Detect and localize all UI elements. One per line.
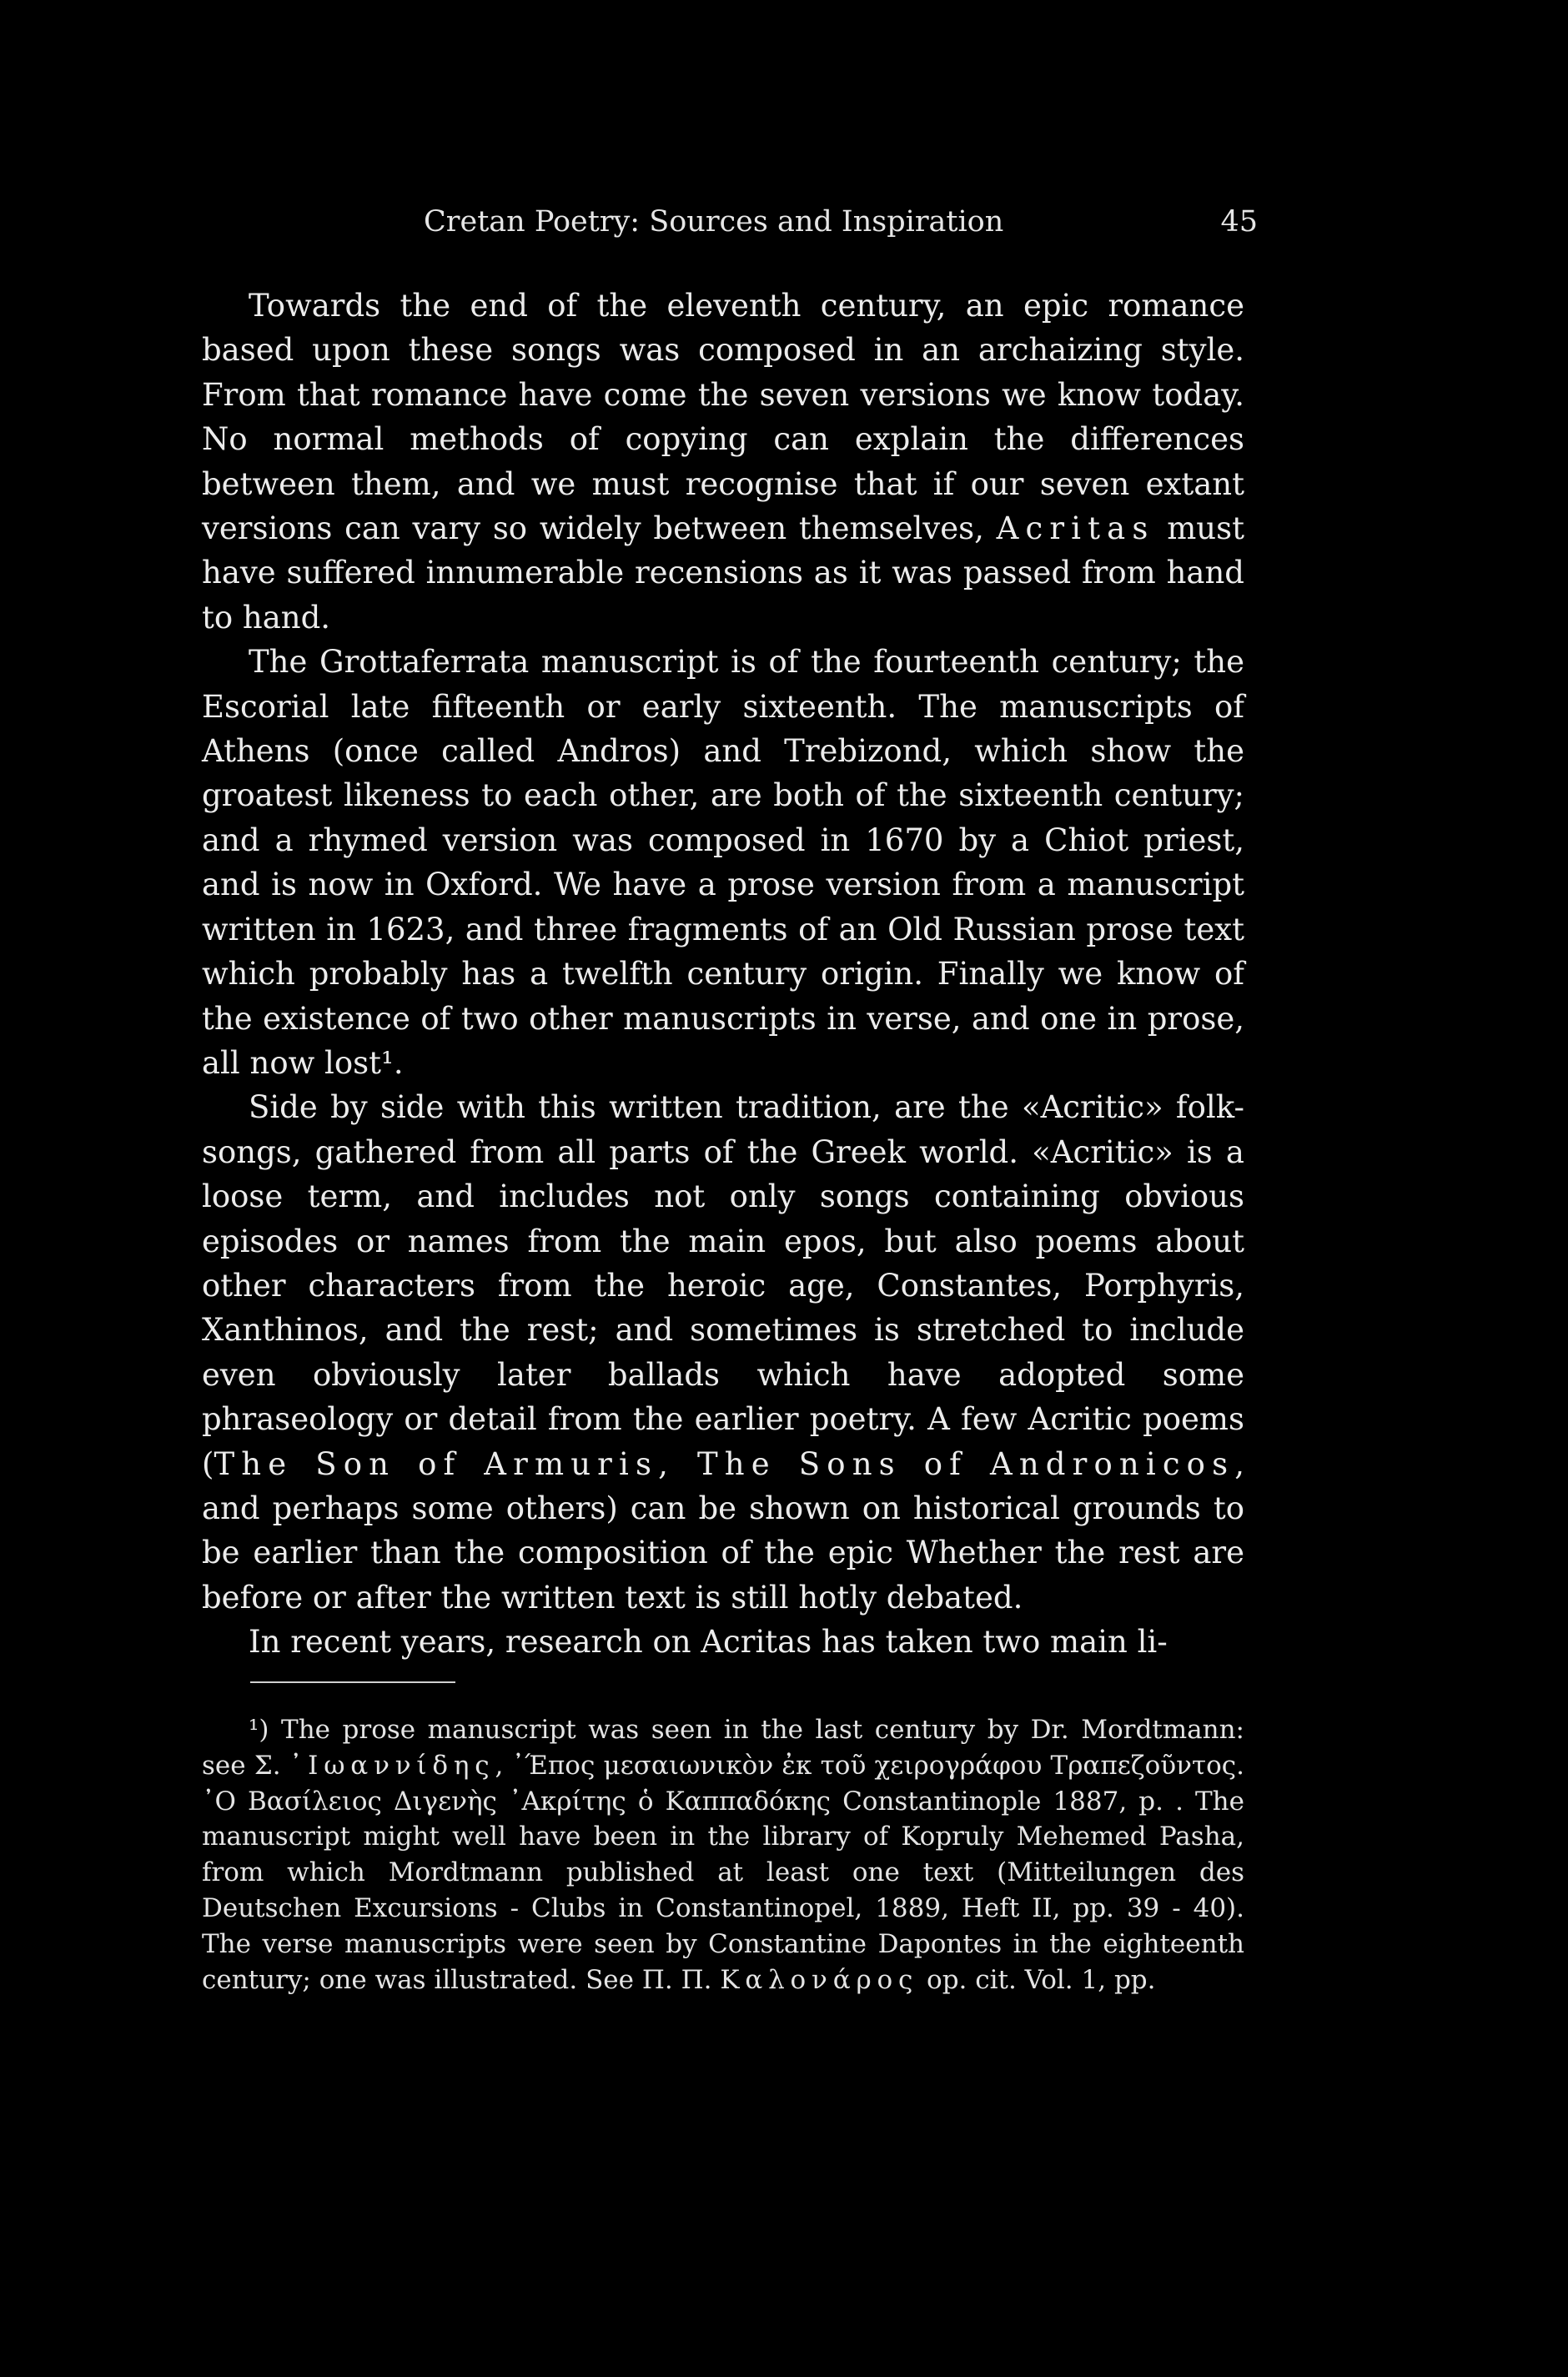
spaced-name: Καλονάρος: [720, 1964, 919, 1995]
text-run: In recent years, research on Acritas has taken two main li-: [249, 1624, 1168, 1661]
text-run: , ᾿Έπος μεσαιωνικὸν ἐκ τοῦ χειρογράφου Τραπεζοῦντος. ᾿Ο Βασίλειος Διγενὴς ᾿Ακρίτης ὁ Καππαδόκης Constantinople 1887, p. . The manuscript might well have been in the library of Kopruly Mehemed Pasha, from which Mordtmann published at least one text (Mitteilungen des Deutschen Excursions - Clubs in Constantinopel, 1889, Heft II, pp. 39 - 40). The verse manuscripts were seen by Constantine Dapontes in the eighteenth century; one was illustrated. See Π. Π.: [202, 1750, 1244, 1995]
text-run: The Grottaferrata manuscript is of the fourteenth century; the Escorial late fifteenth or early sixteenth. The manuscripts of Athens (once called Andros) and Trebizond, which show the groatest likeness to each other, are both of the sixteenth century; and a rhymed version was composed in 1670 by a Chiot priest, and is now in Oxford. We have a prose version from a manuscript written in 1623, and three fragments of an Old Russian prose text which probably has a twelfth century origin. Finally we know of the existence of two other manuscripts in verse, and one in prose, all now lost¹.: [202, 644, 1244, 1081]
page-header: [424, 202, 1258, 242]
text-run: ¹) The prose manuscript was seen in the last century by Dr. Mordtmann: see Σ.: [202, 1715, 1244, 1781]
body-text: [202, 284, 1244, 1665]
footnote-paragraph: [202, 1712, 1244, 1998]
spaced-name: ᾿Ιωαννίδης: [289, 1750, 495, 1781]
text-run: op. cit. Vol. 1, pp.: [918, 1964, 1156, 1995]
paragraph-3: [202, 1085, 1244, 1620]
footnote: [202, 1712, 1244, 1998]
spaced-title: Acritas: [996, 510, 1155, 547]
page-number: 45: [1220, 205, 1258, 239]
paragraph-2: [202, 640, 1244, 1085]
spaced-title: The Son of Armuris, The Sons of Andronicos: [214, 1445, 1235, 1482]
text-run: , and perhaps some others) can be shown on historical grounds to be earlier than the composition of the epic Whether the rest are before or after the written text is still hotly debated.: [202, 1445, 1244, 1616]
paragraph-1: [202, 284, 1244, 640]
text-run: must have suffered innumerable recensions as it was passed from hand to hand.: [202, 510, 1244, 636]
paragraph-4: [202, 1620, 1244, 1664]
running-title: Cretan Poetry: Sources and Inspiration: [424, 205, 1004, 239]
text-run: Towards the end of the eleventh century, an epic romance based upon these songs was composed in an archaizing style. From that romance have come the seven versions we know today. No normal methods of copying can explain the differences between them, and we must recognise that if our seven extant versions can vary so widely between themselves,: [202, 288, 1244, 547]
text-run: Side by side with this written tradition, are the «Acritic» folk-songs, gathered from all parts of the Greek world. «Acritic» is a loose term, and includes not only songs containing obvious episodes or names from the main epos, but also poems about other characters from the heroic age, Constantes, Porphyris, Xanthinos, and the rest; and sometimes is stretched to include even obviously later ballads which have adopted some phraseology or detail from the earlier poetry. A few Acritic poems (: [202, 1089, 1244, 1482]
footnote-divider: [250, 1681, 455, 1683]
